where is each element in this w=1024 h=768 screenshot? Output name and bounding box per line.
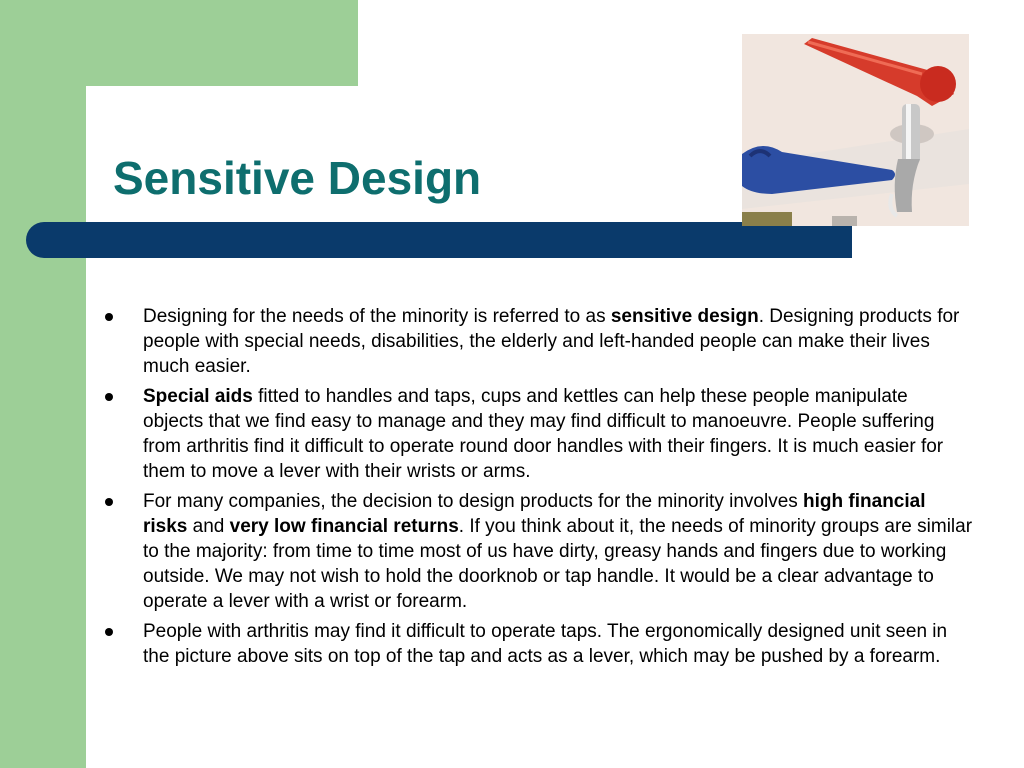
bullet-text: . Designing products for people with special needs, disabilities, the elderly and left-handed people can make their lives much easier. bbox=[143, 306, 960, 377]
lever-tap-photo bbox=[742, 34, 969, 226]
bullet-list bbox=[105, 304, 973, 674]
bullet-text: For many companies, the decision to design products for the minority involves bbox=[143, 491, 804, 512]
bullet-item bbox=[105, 304, 973, 379]
title-underline-bar bbox=[26, 222, 852, 258]
bullet-item bbox=[105, 384, 973, 484]
bold-term: very low financial returns bbox=[229, 516, 459, 537]
bullet-dot-icon bbox=[105, 628, 113, 636]
bullet-item bbox=[105, 489, 973, 614]
bullet-item bbox=[105, 619, 973, 669]
bullet-text: People with arthritis may find it difficult to operate taps. The ergonomically designed unit seen in the picture above sits on top of the tap and acts as a lever, which may be pushed by a forearm. bbox=[143, 621, 948, 667]
green-frame-left bbox=[0, 0, 86, 768]
bullet-dot-icon bbox=[105, 498, 113, 506]
bold-term: sensitive design bbox=[610, 306, 759, 327]
bullet-dot-icon bbox=[105, 393, 113, 401]
bullet-text: fitted to handles and taps, cups and kettles can help these people manipulate objects that we find easy to manage and they may find difficult to manoeuvre. People suffering from arthritis find it difficult to operate round door handles with their fingers. It is much easier for them to move a lever with their wrists or arms. bbox=[143, 386, 944, 482]
bullet-text: . If you think about it, the needs of minority groups are similar to the majority: from time to time most of us have dirty, greasy hands and fingers due to working outside. We may not wish to hold the doorknob or tap handle. It would be a clear advantage to operate a lever with a wrist or forearm. bbox=[143, 516, 973, 612]
bold-term: Special aids bbox=[143, 386, 253, 407]
bullet-text: and bbox=[187, 516, 230, 537]
slide-title: Sensitive Design bbox=[113, 152, 482, 204]
green-frame-top bbox=[0, 0, 358, 86]
bold-term: high financial risks bbox=[143, 491, 926, 537]
bullet-dot-icon bbox=[105, 313, 113, 321]
bullet-text: Designing for the needs of the minority is referred to as bbox=[143, 306, 611, 327]
